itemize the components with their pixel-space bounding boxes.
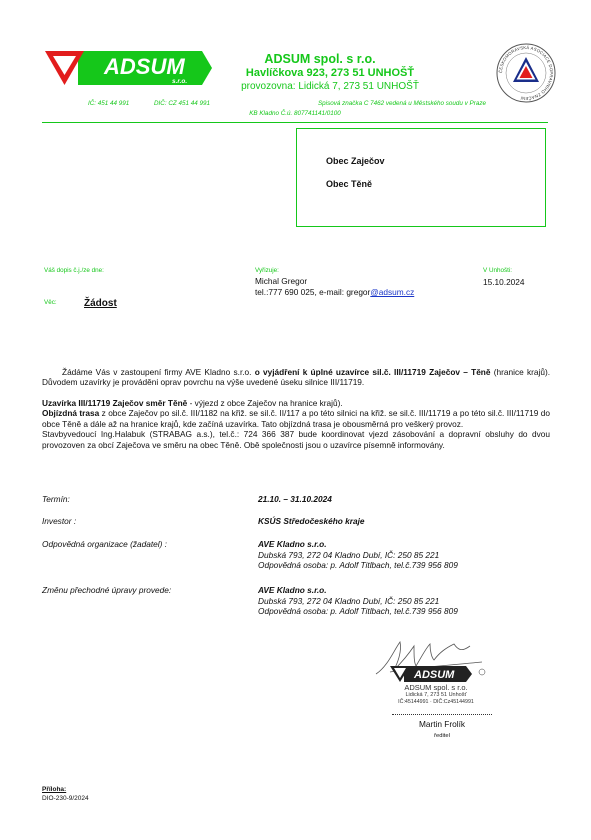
recipient-line-2: Obec Těně — [326, 179, 373, 189]
header-divider — [42, 122, 548, 123]
stamp-logo-text: ADSUM — [414, 669, 455, 681]
company-logo — [44, 48, 214, 88]
attachment-label: Příloha: — [42, 786, 67, 793]
subject-label: Věc: — [44, 299, 57, 306]
handled-by-label: Vyřizuje: — [255, 267, 279, 274]
org-address: Dubská 793, 272 04 Kladno Dubí, IČ: 250 85 221 — [258, 549, 440, 560]
change-label: Změnu přechodné úpravy provede: — [42, 585, 172, 595]
stamp-name: ADSUM spol. s r.o. — [404, 683, 468, 692]
change-block — [258, 585, 458, 617]
attachment-value: DIO-230-9/2024 — [42, 795, 89, 802]
org-person: Odpovědná osoba: p. Adolf Titlbach, tel.č.739 956 809 — [258, 560, 458, 571]
recipient-line-1: Obec Zaječov — [326, 156, 385, 166]
recipient-box — [296, 128, 546, 227]
org-label: Odpovědná organizace (žadatel) : — [42, 539, 167, 549]
letter-date: 15.10.2024 — [483, 277, 525, 287]
association-seal — [495, 42, 557, 104]
stamp-logo — [390, 664, 494, 684]
coordination-text: Stavbyvedoucí Ing.Halabuk (STRABAG a.s.), tel.č.: 724 366 387 bude koordinovat vjezd zásobování a dopravní obsluhy do dvou provozoven za obcí Zaječova ve směru na obec Těně. Obě společnosti jsou o uzavírce písemně informovány. — [42, 429, 550, 450]
logo-text: ADSUM — [104, 54, 185, 79]
register-line-2: KB Kladno Č.ú. 807741141/0100 — [249, 110, 341, 117]
company-name: ADSUM spol. s r.o. — [264, 52, 376, 66]
seal-text: ČESKOMORAVSKÁ ASOCIACE DOPRAVNÍHO ZNAČENÍ — [497, 44, 555, 102]
detour-text: z obce Zaječov po sil.č. III/1182 na křiž. se sil.č. II/117 a po této silnici na křiž. se sil.č. III/11719 a po této sil.č. III/11719 do obce Těně a dále až na hranice krajů, kde začíná uzavírka. Tato objízdná trasa je obousměrná pro veškerý provoz. — [42, 408, 551, 429]
request-text-start: Žádáme Vás v zastoupení firmy AVE Kladno s.r.o. — [62, 367, 255, 377]
term-label: Termín: — [42, 494, 70, 504]
change-address: Dubská 793, 272 04 Kladno Dubí, IČ: 250 85 221 — [258, 595, 440, 606]
contact-text: tel.:777 690 025, e-mail: gregor — [255, 287, 371, 297]
org-block — [258, 539, 458, 571]
request-text-bold: o vyjádření k úplné uzavírce sil.č. III/11719 Zaječov – Těně — [254, 367, 491, 377]
register-line-1: Spisová značka C 7462 vedená u Městského soudu v Praze — [317, 100, 487, 107]
request-text-end: (hranice krajů). Důvodem uzavírky je prováděni oprav povrchu na výše uvedené úseku silnice III/11719. — [42, 367, 551, 388]
branch-address: provozovna: Lidická 7, 273 51 UNHOŠŤ — [241, 81, 419, 92]
adsum-logo-graphic — [44, 48, 214, 88]
handled-by-name: Michal Gregor — [255, 276, 308, 286]
closure-text: - výjezd z obce Zaječov na hranice krajů). — [187, 398, 343, 408]
org-name: AVE Kladno s.r.o. — [258, 539, 327, 549]
association-seal-icon — [495, 42, 557, 104]
place-label: V Unhošti: — [483, 267, 513, 274]
company-stamp — [386, 664, 490, 710]
term-value: 21.10. – 31.10.2024 — [258, 494, 332, 504]
paragraph-closure — [42, 398, 550, 450]
company-dic: DIČ: CZ 451 44 991 — [154, 100, 211, 107]
signature-line — [392, 714, 492, 715]
contact-line — [255, 287, 414, 297]
company-ic: IČ: 451 44 991 — [88, 100, 130, 107]
change-name: AVE Kladno s.r.o. — [258, 585, 327, 595]
logo-subtext: s.r.o. — [172, 78, 188, 85]
detour-title: Objízdná trasa — [42, 408, 100, 419]
stamp-address: Lidická 7, 273 51 Unhošť — [405, 692, 467, 698]
change-person: Odpovědná osoba: p. Adolf Titlbach, tel.č.739 956 809 — [258, 606, 458, 617]
subject: Žádost — [84, 298, 117, 309]
company-address: Havlíčkova 923, 273 51 UNHOŠŤ — [245, 67, 415, 79]
email-link[interactable]: @adsum.cz — [370, 287, 415, 297]
paragraph-request — [42, 367, 550, 388]
investor-label: Investor : — [42, 516, 77, 526]
investor-value: KSÚS Středočeského kraje — [258, 516, 365, 526]
stamp-ids: IČ:45144991 · DIČ:Cz45144991 — [398, 699, 474, 705]
closure-title: Uzavírka III/11719 Zaječov směr Těně — [42, 398, 188, 408]
signatory-name: Martin Frolík — [418, 719, 466, 729]
your-ref-label: Váš dopis č.j./ze dne: — [44, 267, 104, 274]
signatory-role: ředitel — [434, 733, 450, 739]
